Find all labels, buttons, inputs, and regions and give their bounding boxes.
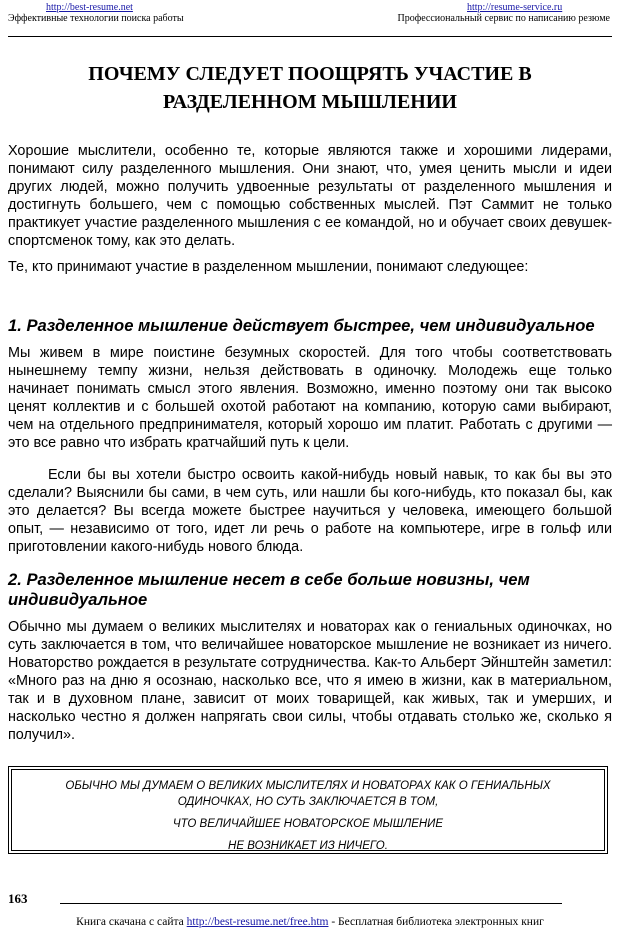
quote-line-3: ЧТО ВЕЛИЧАЙШЕЕ НОВАТОРСКОЕ МЫШЛЕНИЕ [172, 818, 444, 830]
lead-paragraph: Те, кто принимают участие в разделенном мышлении, понимают следующее: [8, 259, 529, 275]
title-line-1: ПОЧЕМУ СЛЕДУЕТ ПООЩРЯТЬ УЧАСТИЕ В [88, 63, 532, 85]
pull-quote-box [8, 766, 608, 854]
footer-divider [60, 903, 562, 904]
page-title [30, 60, 590, 116]
page-header [0, 0, 620, 40]
article-body [8, 142, 612, 744]
pull-quote [11, 769, 605, 851]
title-line-2: РАЗДЕЛЕННОМ МЫШЛЕНИИ [163, 91, 457, 113]
page-footer [0, 916, 620, 928]
page-number: 163 [8, 891, 28, 906]
footer-prefix: Книга скачана с сайта [76, 916, 187, 928]
intro-paragraph: Хорошие мыслители, особенно те, которые являются также и хорошими лидерами, понимают силу разделенного мышления. Они знают, что, умея ценить мысли и идеи других людей, можно получить удвоенные результаты от разделенного мышления и достигнуть большего, чем с помощью собственных мыслей. Пэт Саммит не только практикует участие разделенного мышления с ее командой, но и обучает своих девушек-спортсменок тому, как это делать. [8, 143, 612, 249]
section-2-heading: 2. Разделенное мышление несет в себе больше новизны, чем индивидуальное [8, 570, 530, 609]
quote-line-2: ОДИНОЧКАХ, НО СУТЬ ЗАКЛЮЧАЕТСЯ В ТОМ, [177, 796, 439, 808]
quote-line-1: ОБЫЧНО МЫ ДУМАЕМ О ВЕЛИКИХ МЫСЛИТЕЛЯХ И НОВАТОРАХ КАК О ГЕНИАЛЬНЫХ [65, 780, 551, 792]
section-1-paragraph-2: Если бы вы хотели быстро освоить какой-нибудь новый навык, то как бы вы это сделали? Выяснили бы сами, в чем суть, или нашли бы кого-нибудь, кто показал бы, как это делается? Вы всегда можете быстрее научиться у человека, имеющего большой опыт, — независимо от того, идет ли речь о работе на компьютере, игре в гольф или приготовлении какого-нибудь нового блюда. [8, 467, 612, 555]
quote-line-4: НЕ ВОЗНИКАЕТ ИЗ НИЧЕГО. [228, 840, 388, 852]
section-1-heading: 1. Разделенное мышление действует быстрее, чем индивидуальное [8, 316, 595, 335]
footer-link-free-library[interactable]: http://best-resume.net/free.htm [186, 916, 329, 928]
header-link-best-resume[interactable]: http://best-resume.net [46, 2, 133, 13]
header-tagline-right: Профессиональный сервис по написанию резюме [397, 13, 610, 24]
section-2-paragraph-1: Обычно мы думаем о великих мыслителях и новаторах как о гениальных одиночках, но суть заключается в том, что величайшее новаторское мышление не возникает из ничего. Новаторство рождается в результате сотрудничества. Как-то Альберт Эйнштейн заметил: «Много раз на дню я осознаю, насколько все, что я имею в жизни, как в материальном, так и в духовном плане, зависит от моих товарищей, как живых, так и умерших, и насколько честно я должен напрягать свои силы, чтобы отдавать столько же, сколько я получил». [8, 619, 612, 743]
header-link-resume-service[interactable]: http://resume-service.ru [467, 2, 563, 13]
header-divider [8, 36, 612, 37]
header-tagline-left: Эффективные технологии поиска работы [8, 13, 184, 24]
section-1-paragraph-1: Мы живем в мире поистине безумных скоростей. Для того чтобы соответствовать нынешнему темпу жизни, нельзя действовать в одиночку. Молодежь еще только начинает понимать смысл этого явления. Возможно, именно поэтому они так высоко ценят коллектив и с большей охотой работают на компанию, которую сами выбирают, чем на отдельного предпринимателя, который хорошо им платит. Работать с другими — это все равно что избрать кратчайший путь к цели. [8, 345, 612, 451]
footer-suffix: - Бесплатная библиотека электронных книг [328, 916, 544, 928]
